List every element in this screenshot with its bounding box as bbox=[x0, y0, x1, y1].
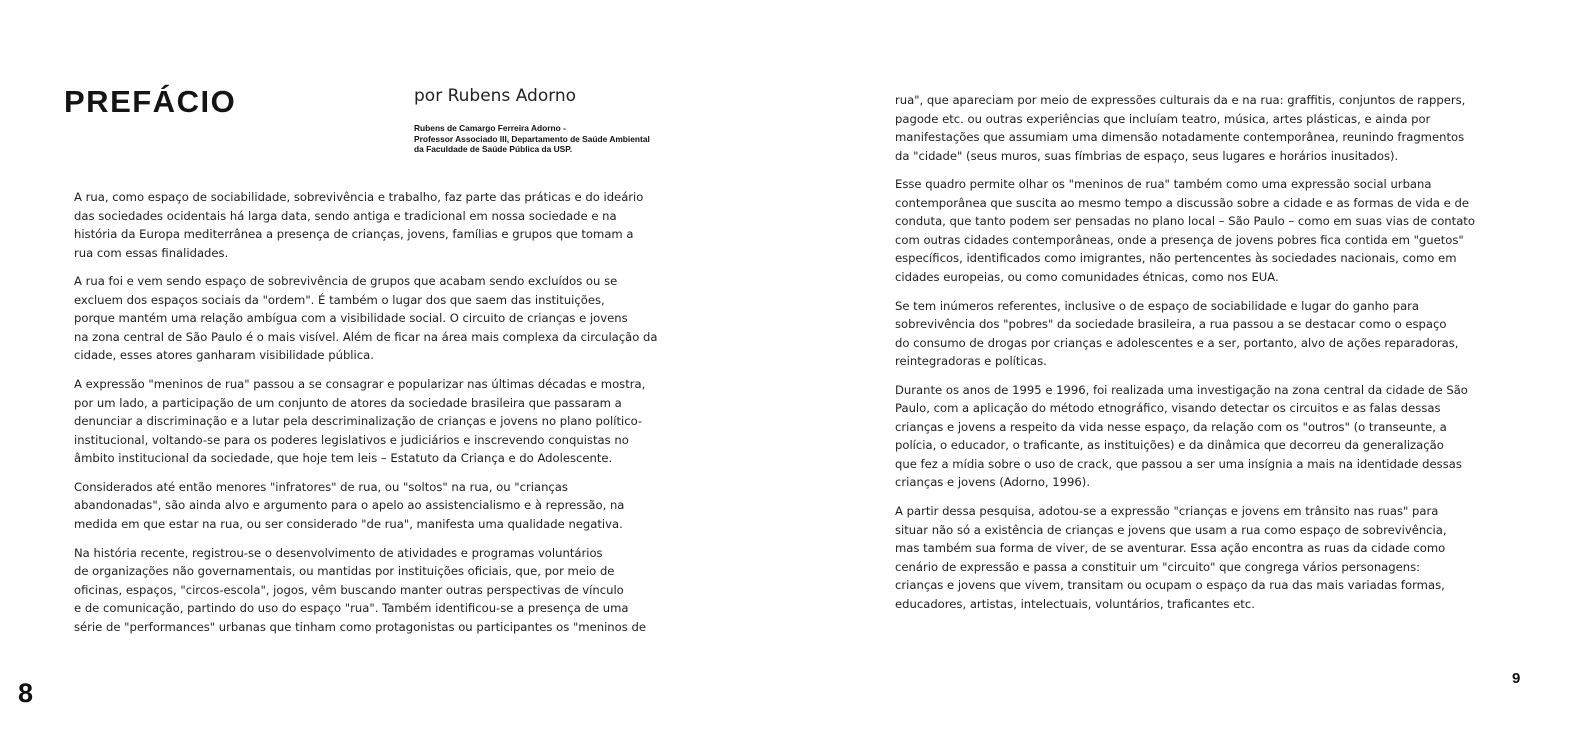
paragraph-line: manifestações que assumiam uma dimensão notadamente contemporânea, reunindo fragmentos bbox=[895, 130, 1465, 144]
paragraph-line: rua", que apareciam por meio de expressões culturais da e na rua: graffitis, conjuntos de rappers, bbox=[895, 93, 1466, 107]
paragraph-line: na zona central de São Paulo é o mais visível. Além de ficar na área mais complexa da circulação da bbox=[74, 329, 658, 344]
paragraph-line: com outras cidades contemporâneas, onde a presença de jovens pobres fica contida em "guetos" bbox=[895, 232, 1464, 247]
paragraph-line: crianças e jovens (Adorno, 1996). bbox=[895, 475, 1091, 490]
paragraph-line: mas também sua forma de viver, de se aventurar. Essa ação encontra as ruas da cidade como bbox=[895, 541, 1446, 556]
paragraph-line: por um lado, a participação de um conjunto de atores da sociedade brasileira que passaram a bbox=[74, 395, 622, 410]
paragraph-line: porque mantém uma relação ambígua com a visibilidade social. O circuito de crianças e jovens bbox=[74, 311, 628, 326]
paragraph-line: polícia, o educador, o traficante, as instituições) e da dinâmica que decorreu da generalização bbox=[895, 438, 1444, 453]
paragraph-line: oficinas, espaços, "circos-escola", jogos, vêm buscando manter outras perspectivas de vínculo bbox=[74, 582, 624, 597]
paragraph-line: A rua foi e vem sendo espaço de sobrevivência de grupos que acabam sendo excluídos ou se bbox=[74, 274, 618, 289]
paragraph-line: denunciar a discriminação e a lutar pela descriminalização de crianças e jovens no plano político- bbox=[74, 414, 643, 429]
paragraph-line: situar não só a existência de crianças e jovens que usam a rua como espaço de sobrevivência, bbox=[895, 522, 1447, 537]
paragraph-line: Se tem inúmeros referentes, inclusive o de espaço de sociabilidade e lugar do ganho para bbox=[895, 298, 1420, 313]
paragraph-line: medida em que estar na rua, ou ser considerado "de rua", manifesta uma qualidade negativa. bbox=[74, 516, 623, 531]
author-note-line: da Faculdade de Saúde Pública da USP. bbox=[414, 144, 573, 154]
paragraph bbox=[74, 272, 674, 365]
paragraph-line: pagode etc. ou outras experiências que incluíam teatro, música, artes plásticas, e ainda por bbox=[895, 111, 1431, 126]
paragraph-line: sobrevivência dos "pobres" da sociedade brasileira, a rua passou a se destacar como o espaço bbox=[895, 317, 1447, 332]
paragraph-line: crianças e jovens a respeito da vida nesse espaço, da relação com os "outros" (o transeunte, a bbox=[895, 419, 1447, 434]
paragraph-line: Considerados até então menores "infratores" de rua, ou "soltos" na rua, ou "crianças bbox=[74, 479, 568, 494]
page-title: PREFÁCIO bbox=[64, 84, 237, 119]
paragraph bbox=[74, 188, 674, 262]
paragraph-line: reintegradoras e políticas. bbox=[895, 354, 1047, 369]
paragraph-line: específicos, identificados como imigrantes, não pertencentes às sociedades nacionais, como em bbox=[895, 251, 1457, 266]
paragraph-line: conduta, que tanto podem ser pensadas no plano local – São Paulo – como em suas vias de contato bbox=[895, 214, 1475, 229]
paragraph-line: educadores, artistas, intelectuais, voluntários, traficantes etc. bbox=[895, 596, 1255, 611]
paragraph-line: A rua, como espaço de sociabilidade, sobrevivência e trabalho, faz parte das práticas e do ideário bbox=[74, 190, 644, 204]
right-column bbox=[895, 91, 1495, 623]
author-note-line: Rubens de Camargo Ferreira Adorno - bbox=[414, 123, 566, 133]
paragraph bbox=[895, 502, 1495, 613]
paragraph-line: do consumo de drogas por crianças e adolescentes e a ser, portanto, alvo de ações reparadoras, bbox=[895, 335, 1459, 350]
paragraph-line: A expressão "meninos de rua" passou a se consagrar e popularizar nas últimas décadas e mostra, bbox=[74, 377, 646, 392]
paragraph bbox=[74, 544, 674, 637]
paragraph-line: Na história recente, registrou-se o desenvolvimento de atividades e programas voluntários bbox=[74, 545, 603, 560]
paragraph-line: da "cidade" (seus muros, suas fímbrias de espaço, seus lugares e horários inusitados). bbox=[895, 148, 1399, 163]
paragraph bbox=[895, 297, 1495, 371]
paragraph bbox=[74, 478, 674, 534]
paragraph bbox=[895, 175, 1495, 286]
paragraph-line: Esse quadro permite olhar os "meninos de rua" também como uma expressão social urbana bbox=[895, 177, 1432, 192]
paragraph-line: história da Europa mediterrânea a presença de crianças, jovens, famílias e grupos que tomam a bbox=[74, 227, 634, 241]
paragraph-line: Durante os anos de 1995 e 1996, foi realizada uma investigação na zona central da cidade de São bbox=[895, 382, 1468, 397]
page-number-left: 8 bbox=[18, 678, 34, 708]
paragraph-line: A partir dessa pesquisa, adotou-se a expressão "crianças e jovens em trânsito nas ruas" para bbox=[895, 504, 1439, 519]
paragraph-line: e de comunicação, partindo do uso do espaço "rua". Também identificou-se a presença de uma bbox=[74, 601, 629, 616]
paragraph-line: institucional, voltando-se para os poderes legislativos e judiciários e inscrevendo conquistas no bbox=[74, 432, 629, 447]
paragraph-line: abandonadas", são ainda alvo e argumento para o apelo ao assistencialismo e à repressão, na bbox=[74, 498, 625, 513]
author-note bbox=[414, 123, 714, 155]
paragraph-line: crianças e jovens que vivem, transitam ou ocupam o espaço da rua das mais variadas formas, bbox=[895, 578, 1445, 593]
paragraph bbox=[895, 91, 1495, 165]
paragraph-line: contemporânea que suscita ao mesmo tempo a discussão sobre a cidade e as formas de vida e de bbox=[895, 195, 1469, 210]
paragraph-line: excluem dos espaços sociais da "ordem". É também o lugar dos que saem das instituições, bbox=[74, 292, 605, 307]
byline: por Rubens Adorno bbox=[414, 86, 577, 106]
paragraph-line: cidades europeias, ou como comunidades étnicas, como nos EUA. bbox=[895, 269, 1279, 284]
author-note-line: Professor Associado III, Departamento de Saúde Ambiental bbox=[414, 133, 650, 144]
paragraph-line: âmbito institucional da sociedade, que hoje tem leis – Estatuto da Criança e do Adolescente. bbox=[74, 451, 613, 466]
paragraph-line: que fez a mídia sobre o uso de crack, que passou a ser uma insígnia a mais na identidade dessas bbox=[895, 456, 1462, 471]
paragraph-line: série de "performances" urbanas que tinham como protagonistas ou participantes os "meninos de bbox=[74, 619, 646, 634]
paragraph-line: cenário de expressão e passa a constituir um "circuito" que congrega vários personagens: bbox=[895, 559, 1421, 574]
left-column bbox=[74, 188, 674, 646]
paragraph-line: de organizações não governamentais, ou mantidas por instituições oficiais, que, por meio de bbox=[74, 564, 615, 579]
page-number-right: 9 bbox=[1512, 670, 1521, 687]
paragraph bbox=[74, 375, 674, 468]
paragraph-line: das sociedades ocidentais há larga data, sendo antiga e tradicional em nossa sociedade e na bbox=[74, 208, 617, 223]
paragraph-line: rua com essas finalidades. bbox=[74, 245, 229, 260]
paragraph-line: cidade, esses atores ganharam visibilidade pública. bbox=[74, 348, 374, 363]
paragraph-line: Paulo, com a aplicação do método etnográfico, visando detectar os circuitos e as falas dessas bbox=[895, 401, 1441, 416]
paragraph bbox=[895, 381, 1495, 492]
